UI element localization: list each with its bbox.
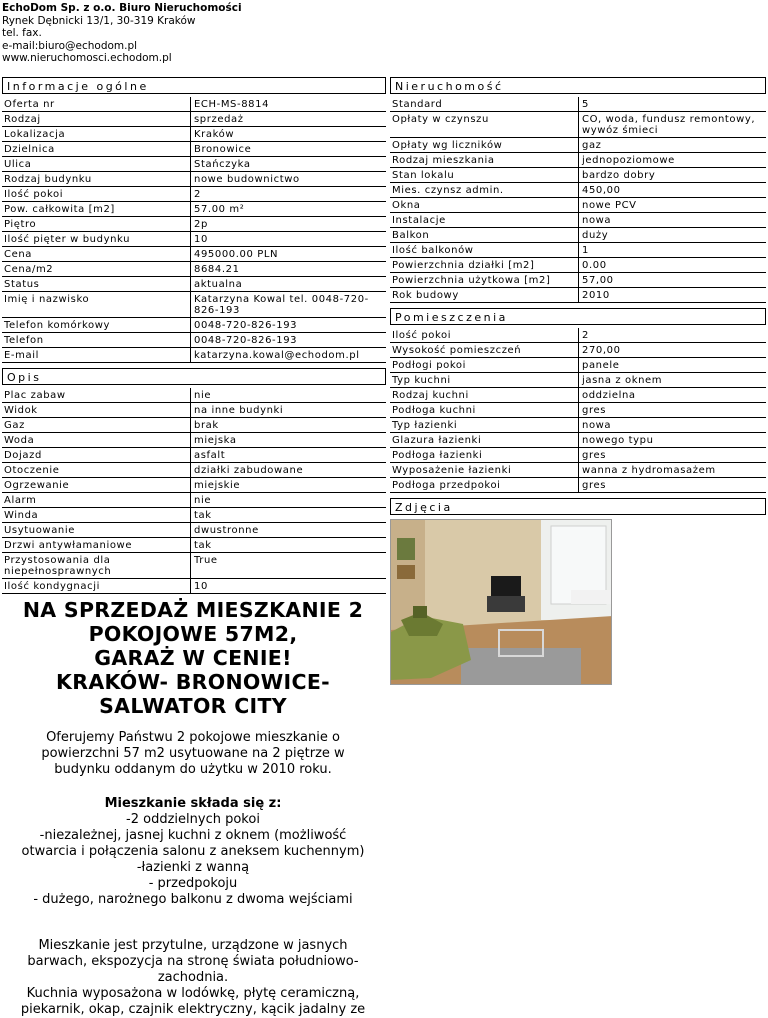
composition-heading: Mieszkanie składa się z: (104, 796, 282, 811)
rooms-row (390, 433, 766, 448)
headline-line: KRAKÓW- BRONOWICE- (56, 670, 330, 694)
rooms-value: wanna z hydromasażem (578, 463, 766, 478)
opis-value: działki zabudowane (190, 463, 386, 478)
property-label: Opłaty wg liczników (390, 138, 578, 153)
details-line: zachodnia. (157, 970, 229, 985)
property-label: Mies. czynsz admin. (390, 183, 578, 198)
property-value: 1 (578, 243, 766, 258)
rooms-label: Ilość pokoi (390, 328, 578, 343)
opis-label: Widok (2, 403, 190, 418)
general-value: 8684.21 (190, 262, 386, 277)
left-column (2, 77, 386, 594)
rooms-value: gres (578, 403, 766, 418)
general-row (2, 292, 386, 318)
rooms-label: Wyposażenie łazienki (390, 463, 578, 478)
general-row (2, 217, 386, 232)
opis-row (2, 553, 386, 579)
general-label: Lokalizacja (2, 127, 190, 142)
opis-row (2, 418, 386, 433)
opis-label: Winda (2, 508, 190, 523)
rooms-label: Typ kuchni (390, 373, 578, 388)
opis-label: Woda (2, 433, 190, 448)
opis-row (2, 463, 386, 478)
intro-line: powierzchni 57 m2 usytuowane na 2 piętrze w (41, 746, 345, 761)
rooms-label: Glazura łazienki (390, 433, 578, 448)
general-label: Dzielnica (2, 142, 190, 157)
opis-value: miejskie (190, 478, 386, 493)
apartment-photo-image (391, 520, 612, 685)
general-value: 495000.00 PLN (190, 247, 386, 262)
rooms-label: Podłogi pokoi (390, 358, 578, 373)
opis-label: Alarm (2, 493, 190, 508)
general-value: ECH-MS-8814 (190, 97, 386, 112)
general-row (2, 262, 386, 277)
opis-label: Usytuowanie (2, 523, 190, 538)
property-row (390, 288, 766, 303)
opis-value: nie (190, 493, 386, 508)
general-row (2, 187, 386, 202)
photos-section-header: Zdjęcia (390, 498, 766, 515)
opis-row (2, 508, 386, 523)
company-email: e-mail:biuro@echodom.pl (2, 39, 138, 52)
property-row (390, 183, 766, 198)
property-label: Ilość balkonów (390, 243, 578, 258)
property-label: Rodzaj mieszkania (390, 153, 578, 168)
property-label: Okna (390, 198, 578, 213)
general-label: Ilość pięter w budynku (2, 232, 190, 247)
headline-line: GARAŻ W CENIE! (94, 646, 292, 670)
opis-label: Plac zabaw (2, 388, 190, 403)
general-value: 0048-720-826-193 (190, 318, 386, 333)
property-label: Stan lokalu (390, 168, 578, 183)
property-value: bardzo dobry (578, 168, 766, 183)
rooms-value: oddzielna (578, 388, 766, 403)
rooms-table (390, 328, 766, 493)
property-value: 5 (578, 97, 766, 112)
general-row (2, 202, 386, 217)
general-value: Bronowice (190, 142, 386, 157)
property-row (390, 258, 766, 273)
opis-label: Dojazd (2, 448, 190, 463)
rooms-label: Typ łazienki (390, 418, 578, 433)
rooms-row (390, 328, 766, 343)
rooms-row (390, 463, 766, 478)
general-value: 10 (190, 232, 386, 247)
opis-value: True (190, 553, 386, 579)
opis-label: Otoczenie (2, 463, 190, 478)
details-line: barwach, ekspozycja na stronę świata południowo- (27, 954, 359, 969)
rooms-value: jasna z oknem (578, 373, 766, 388)
opis-value: tak (190, 508, 386, 523)
general-value: Kraków (190, 127, 386, 142)
property-value: nowa (578, 213, 766, 228)
rooms-value: nowa (578, 418, 766, 433)
composition-line: -łazienki z wanną (136, 860, 250, 875)
opis-label: Drzwi antywłamaniowe (2, 538, 190, 553)
general-value: 2 (190, 187, 386, 202)
opis-value: nie (190, 388, 386, 403)
general-row (2, 232, 386, 247)
general-label: Ilość pokoi (2, 187, 190, 202)
general-table (2, 97, 386, 363)
general-row (2, 172, 386, 187)
general-row (2, 333, 386, 348)
opis-row (2, 523, 386, 538)
property-row (390, 112, 766, 138)
general-label: Pow. całkowita [m2] (2, 202, 190, 217)
rooms-row (390, 403, 766, 418)
rooms-row (390, 388, 766, 403)
ad-composition (0, 812, 386, 908)
property-label: Rok budowy (390, 288, 578, 303)
property-row (390, 97, 766, 112)
general-label: Status (2, 277, 190, 292)
opis-value: tak (190, 538, 386, 553)
ad-text (0, 598, 386, 1018)
apartment-photo[interactable] (390, 519, 612, 685)
general-row (2, 247, 386, 262)
rooms-row (390, 478, 766, 493)
opis-row (2, 433, 386, 448)
general-label: Oferta nr (2, 97, 190, 112)
general-label: Imię i nazwisko (2, 292, 190, 318)
property-label: Instalacje (390, 213, 578, 228)
rooms-row (390, 448, 766, 463)
rooms-row (390, 373, 766, 388)
details-line: Kuchnia wyposażona w lodówkę, płytę ceramiczną, (26, 986, 360, 1001)
general-row (2, 142, 386, 157)
general-label: Telefon komórkowy (2, 318, 190, 333)
property-row (390, 228, 766, 243)
property-value: duży (578, 228, 766, 243)
general-label: Cena/m2 (2, 262, 190, 277)
property-value: CO, woda, fundusz remontowy, wywóz śmieci (578, 112, 766, 138)
general-label: Telefon (2, 333, 190, 348)
general-label: E-mail (2, 348, 190, 363)
general-row (2, 97, 386, 112)
general-row (2, 127, 386, 142)
general-value: sprzedaż (190, 112, 386, 127)
general-value: 2p (190, 217, 386, 232)
opis-value: 10 (190, 579, 386, 594)
general-section-header: Informacje ogólne (2, 77, 386, 94)
rooms-section-header: Pomieszczenia (390, 308, 766, 325)
general-row (2, 348, 386, 363)
composition-line: otwarcia i połączenia salonu z aneksem kuchennym) (21, 844, 365, 859)
general-label: Rodzaj (2, 112, 190, 127)
ad-intro (0, 730, 386, 778)
rooms-value: gres (578, 478, 766, 493)
intro-line: Oferujemy Państwu 2 pokojowe mieszkanie o (46, 730, 340, 745)
rooms-value: gres (578, 448, 766, 463)
rooms-label: Wysokość pomieszczeń (390, 343, 578, 358)
general-value: aktualna (190, 277, 386, 292)
property-value: jednopoziomowe (578, 153, 766, 168)
rooms-row (390, 358, 766, 373)
general-row (2, 277, 386, 292)
property-section-header: Nieruchomość (390, 77, 766, 94)
property-row (390, 243, 766, 258)
property-value: 450,00 (578, 183, 766, 198)
property-row (390, 198, 766, 213)
rooms-label: Podłoga kuchni (390, 403, 578, 418)
ad-details (0, 938, 386, 1018)
company-phone: tel. fax. (2, 27, 42, 39)
opis-value: na inne budynki (190, 403, 386, 418)
property-row (390, 153, 766, 168)
property-table (390, 97, 766, 303)
opis-value: miejska (190, 433, 386, 448)
opis-row (2, 478, 386, 493)
composition-line: -2 oddzielnych pokoi (126, 812, 260, 827)
rooms-value: nowego typu (578, 433, 766, 448)
general-label: Piętro (2, 217, 190, 232)
rooms-value: 2 (578, 328, 766, 343)
opis-row (2, 388, 386, 403)
company-address: Rynek Dębnicki 13/1, 30-319 Kraków (2, 14, 196, 27)
company-name: EchoDom Sp. z o.o. Biuro Nieruchomości (2, 2, 242, 14)
general-row (2, 318, 386, 333)
opis-label: Ilość kondygnacji (2, 579, 190, 594)
opis-row (2, 579, 386, 594)
headline-line: POKOJOWE 57M2, (88, 622, 298, 646)
general-label: Ulica (2, 157, 190, 172)
rooms-value: 270,00 (578, 343, 766, 358)
property-value: 57,00 (578, 273, 766, 288)
property-row (390, 273, 766, 288)
general-value: Katarzyna Kowal tel. 0048-720-826-193 (190, 292, 386, 318)
intro-line: budynku oddanym do użytku w 2010 roku. (54, 762, 332, 777)
general-value: 0048-720-826-193 (190, 333, 386, 348)
company-website: www.nieruchomosci.echodom.pl (2, 52, 172, 64)
opis-label: Przystosowania dla niepełnosprawnych (2, 553, 190, 579)
opis-row (2, 448, 386, 463)
rooms-row (390, 418, 766, 433)
headline-line: NA SPRZEDAŻ MIESZKANIE 2 (22, 598, 364, 622)
general-value: 57.00 m² (190, 202, 386, 217)
general-label: Cena (2, 247, 190, 262)
composition-line: - dużego, narożnego balkonu z dwoma wejściami (33, 892, 353, 907)
opis-label: Ogrzewanie (2, 478, 190, 493)
property-value: gaz (578, 138, 766, 153)
opis-section-header: Opis (2, 368, 386, 385)
property-row (390, 138, 766, 153)
composition-line: - przedpokoju (148, 876, 238, 891)
opis-label: Gaz (2, 418, 190, 433)
general-value: katarzyna.kowal@echodom.pl (190, 348, 386, 363)
general-value: Stańczyka (190, 157, 386, 172)
property-value: nowe PCV (578, 198, 766, 213)
opis-row (2, 403, 386, 418)
property-value: 2010 (578, 288, 766, 303)
headline-line: SALWATOR CITY (99, 694, 287, 718)
opis-value: asfalt (190, 448, 386, 463)
opis-value: brak (190, 418, 386, 433)
composition-line: -niezależnej, jasnej kuchni z oknem (możliwość (39, 828, 347, 843)
property-label: Balkon (390, 228, 578, 243)
general-value: nowe budownictwo (190, 172, 386, 187)
opis-table (2, 388, 386, 594)
rooms-label: Rodzaj kuchni (390, 388, 578, 403)
ad-headline (0, 598, 386, 718)
rooms-label: Podłoga łazienki (390, 448, 578, 463)
opis-row (2, 538, 386, 553)
rooms-row (390, 343, 766, 358)
general-row (2, 157, 386, 172)
property-label: Powierzchnia działki [m2] (390, 258, 578, 273)
property-row (390, 168, 766, 183)
rooms-label: Podłoga przedpokoi (390, 478, 578, 493)
property-label: Standard (390, 97, 578, 112)
rooms-value: panele (578, 358, 766, 373)
details-line: piekarnik, okap, czajnik elektryczny, kącik jadalny ze (20, 1002, 366, 1017)
general-label: Rodzaj budynku (2, 172, 190, 187)
property-label: Opłaty w czynszu (390, 112, 578, 138)
details-line: Mieszkanie jest przytulne, urządzone w jasnych (38, 938, 348, 953)
property-label: Powierzchnia użytkowa [m2] (390, 273, 578, 288)
company-header (2, 2, 242, 65)
opis-value: dwustronne (190, 523, 386, 538)
property-row (390, 213, 766, 228)
opis-row (2, 493, 386, 508)
general-row (2, 112, 386, 127)
property-value: 0.00 (578, 258, 766, 273)
right-column (390, 77, 766, 515)
